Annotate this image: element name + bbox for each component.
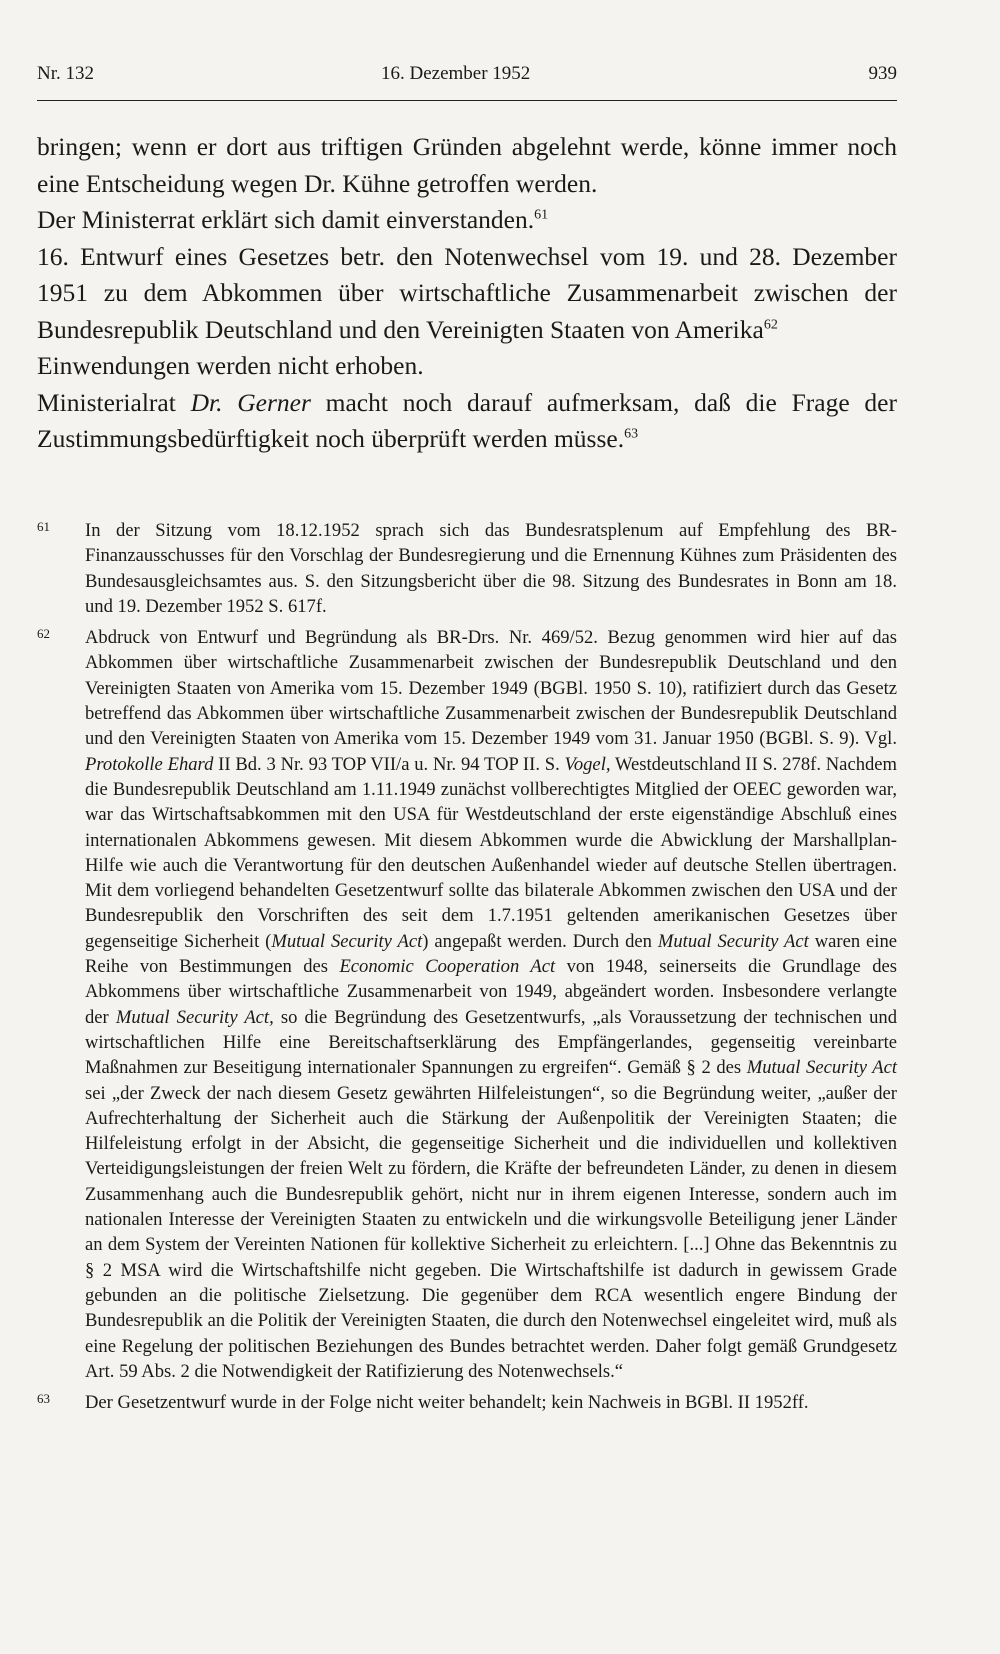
- paragraph: bringen; wenn er dort aus triftigen Gründen abgelehnt werde, könne immer noch eine Entscheidung wegen Dr. Kühne getroffen werden.: [37, 132, 897, 198]
- footnote-number: 62: [37, 626, 50, 642]
- footnotes: [37, 518, 897, 1415]
- footnote-number: 63: [37, 1391, 50, 1407]
- paragraph: Einwendungen werden nicht erhoben.: [37, 351, 424, 380]
- header-rule: [37, 100, 897, 101]
- main-text: [37, 129, 897, 458]
- paragraph: Ministerialrat Dr. Gerner macht noch darauf aufmerksam, daß die Frage der Zustimmungsbedürftigkeit noch überprüft werden müsse.$^{63}$: [37, 387, 897, 453]
- footnote-61: 61 In der Sitzung vom 18.12.1952 sprach sich das Bundesratsplenum auf Empfehlung des BR-Finanzausschusses für den Vorschlag der Bundesregierung und die Ernennung Kühnes zum Präsidenten des Bundesausgleichsamtes aus. S. den Sitzungsbericht über die 98. Sitzung des Bundesrates in Bonn am 18. und 19. Dezember 1952 S. 617f.: [37, 518, 897, 619]
- paragraph: Der Ministerrat erklärt sich damit einverstanden.$^{61}$: [37, 205, 549, 234]
- footnote-number: 61: [37, 519, 50, 534]
- footnote-62: 62 Abdruck von Entwurf und Begründung als BR-Drs. Nr. 469/52. Bezug genommen wird hier auf das Abkommen über wirtschaftliche Zusammenarbeit zwischen der Bundesrepublik Deutschland und den Vereinigten Staaten von Amerika vom 15. Dezember 1949 (BGBl. 1950 S. 10), ratifiziert durch das Gesetz betreffend das Abkommen über wirtschaftliche Zusammenarbeit zwischen der Bundesrepublik Deutschland und den Vereinigten Staaten von Amerika vom 15. Dezember 1949 vom 31. Januar 1950 (BGBl. S. 9). Vgl. Protokolle Ehard II Bd. 3 Nr. 93 TOP VII/a u. Nr. 94 TOP II. S. Vogel, Westdeutschland II S. 278f. Nachdem die Bundesrepublik Deutschland am 1.11.1949 zunächst vollberechtigtes Mitglied der OEEC geworden war, war das Wirtschaftsabkommen mit den USA für Westdeutschland der erste eigenständige Abschluß eines internationalen Abkommens gewesen. Mit diesem Abkommen wurde die Abwicklung der Marshallplan-Hilfe wie auch die Verantwortung für den deutschen Außenhandel wieder auf deutsche Stellen übertragen. Mit dem vorliegend behandelten Gesetzentwurf sollte das bilaterale Abkommen zwischen den USA und der Bundesrepublik den Vorschriften des seit dem 1.7.1951 geltenden amerikanischen Gesetzes über gegenseitige Sicherheit (Mutual Security Act) angepaßt werden. Durch den Mutual Security Act waren eine Reihe von Bestimmungen des Economic Cooperation Act von 1948, seinerseits die Grundlage des Abkommens über wirtschaftliche Zusammenarbeit von 1949, abgeändert worden. Insbesondere verlangte der Mutual Security Act, so die Begründung des Gesetzentwurfs, „als Voraussetzung der technischen und wirtschaftlichen Hilfe eine Bereitschaftserklärung des Empfängerlandes, gegenseitig vereinbarte Maßnahmen zur Beseitigung internationaler Spannungen zu ergreifen“. Gemäß § 2 des Mutual Security Act sei „der Zweck der nach diesem Gesetz gewährten Hilfeleistungen“, so die Begründung weiter, „außer der Aufrechterhaltung der Sicherheit auch die Stärkung der Außenpolitik der Vereinigten Staaten; die Hilfeleistung erfolgt in der Absicht, die gegenseitige Sicherheit und die individuellen und kollektiven Verteidigungsleistungen der freien Welt zu fördern, die Kräfte der befreundeten Länder, zu denen in diesem Zusammenhang auch die Bundesrepublik gehört, nicht nur in ihrem eigenen Interesse, sondern auch im nationalen Interesse der Vereinigten Staaten zu entwickeln und die wirkungsvolle Beteiligung jener Länder an dem System der Vereinten Nationen für kollektive Sicherheit zu erleichtern. [...] Ohne das Bekenntnis zu § 2 MSA wird die Wirtschaftshilfe nicht gegeben. Die Wirtschaftshilfe ist dadurch in gewissem Grade gebunden an die politische Zielsetzung. Die gegenüber dem RCA wesentlich engere Bindung der Bundesrepublik an die Politik der Vereinigten Staaten, die durch den Notenwechsel eingeleitet wird, muß als eine Regelung der politischen Beziehungen des Bundes betrachtet werden. Daher folgt gemäß Grundgesetz Art. 59 Abs. 2 die Notwendigkeit der Ratifizierung des Notenwechsels.“: [37, 625, 897, 1384]
- footnote-ref[interactable]: 63: [624, 426, 639, 442]
- footnote-ref[interactable]: 61: [534, 207, 549, 223]
- document-number: Nr. 132: [37, 63, 94, 84]
- footnote-ref[interactable]: 62: [763, 317, 778, 332]
- header-date: 16. Dezember 1952: [381, 63, 531, 84]
- agenda-item: 16. Entwurf eines Gesetzes betr. den Notenwechsel vom 19. und 28. Dezember 1951 zu dem Abkommen über wirtschaftliche Zusammenarbeit zwischen der Bundesrepublik Deutschland und den Vereinigten Staaten von Amerika$^{62}$: [37, 241, 897, 344]
- page-number: 939: [868, 63, 897, 84]
- footnote-63: 63 Der Gesetzentwurf wurde in der Folge nicht weiter behandelt; kein Nachweis in BGBl. II 1952ff.: [37, 1390, 897, 1415]
